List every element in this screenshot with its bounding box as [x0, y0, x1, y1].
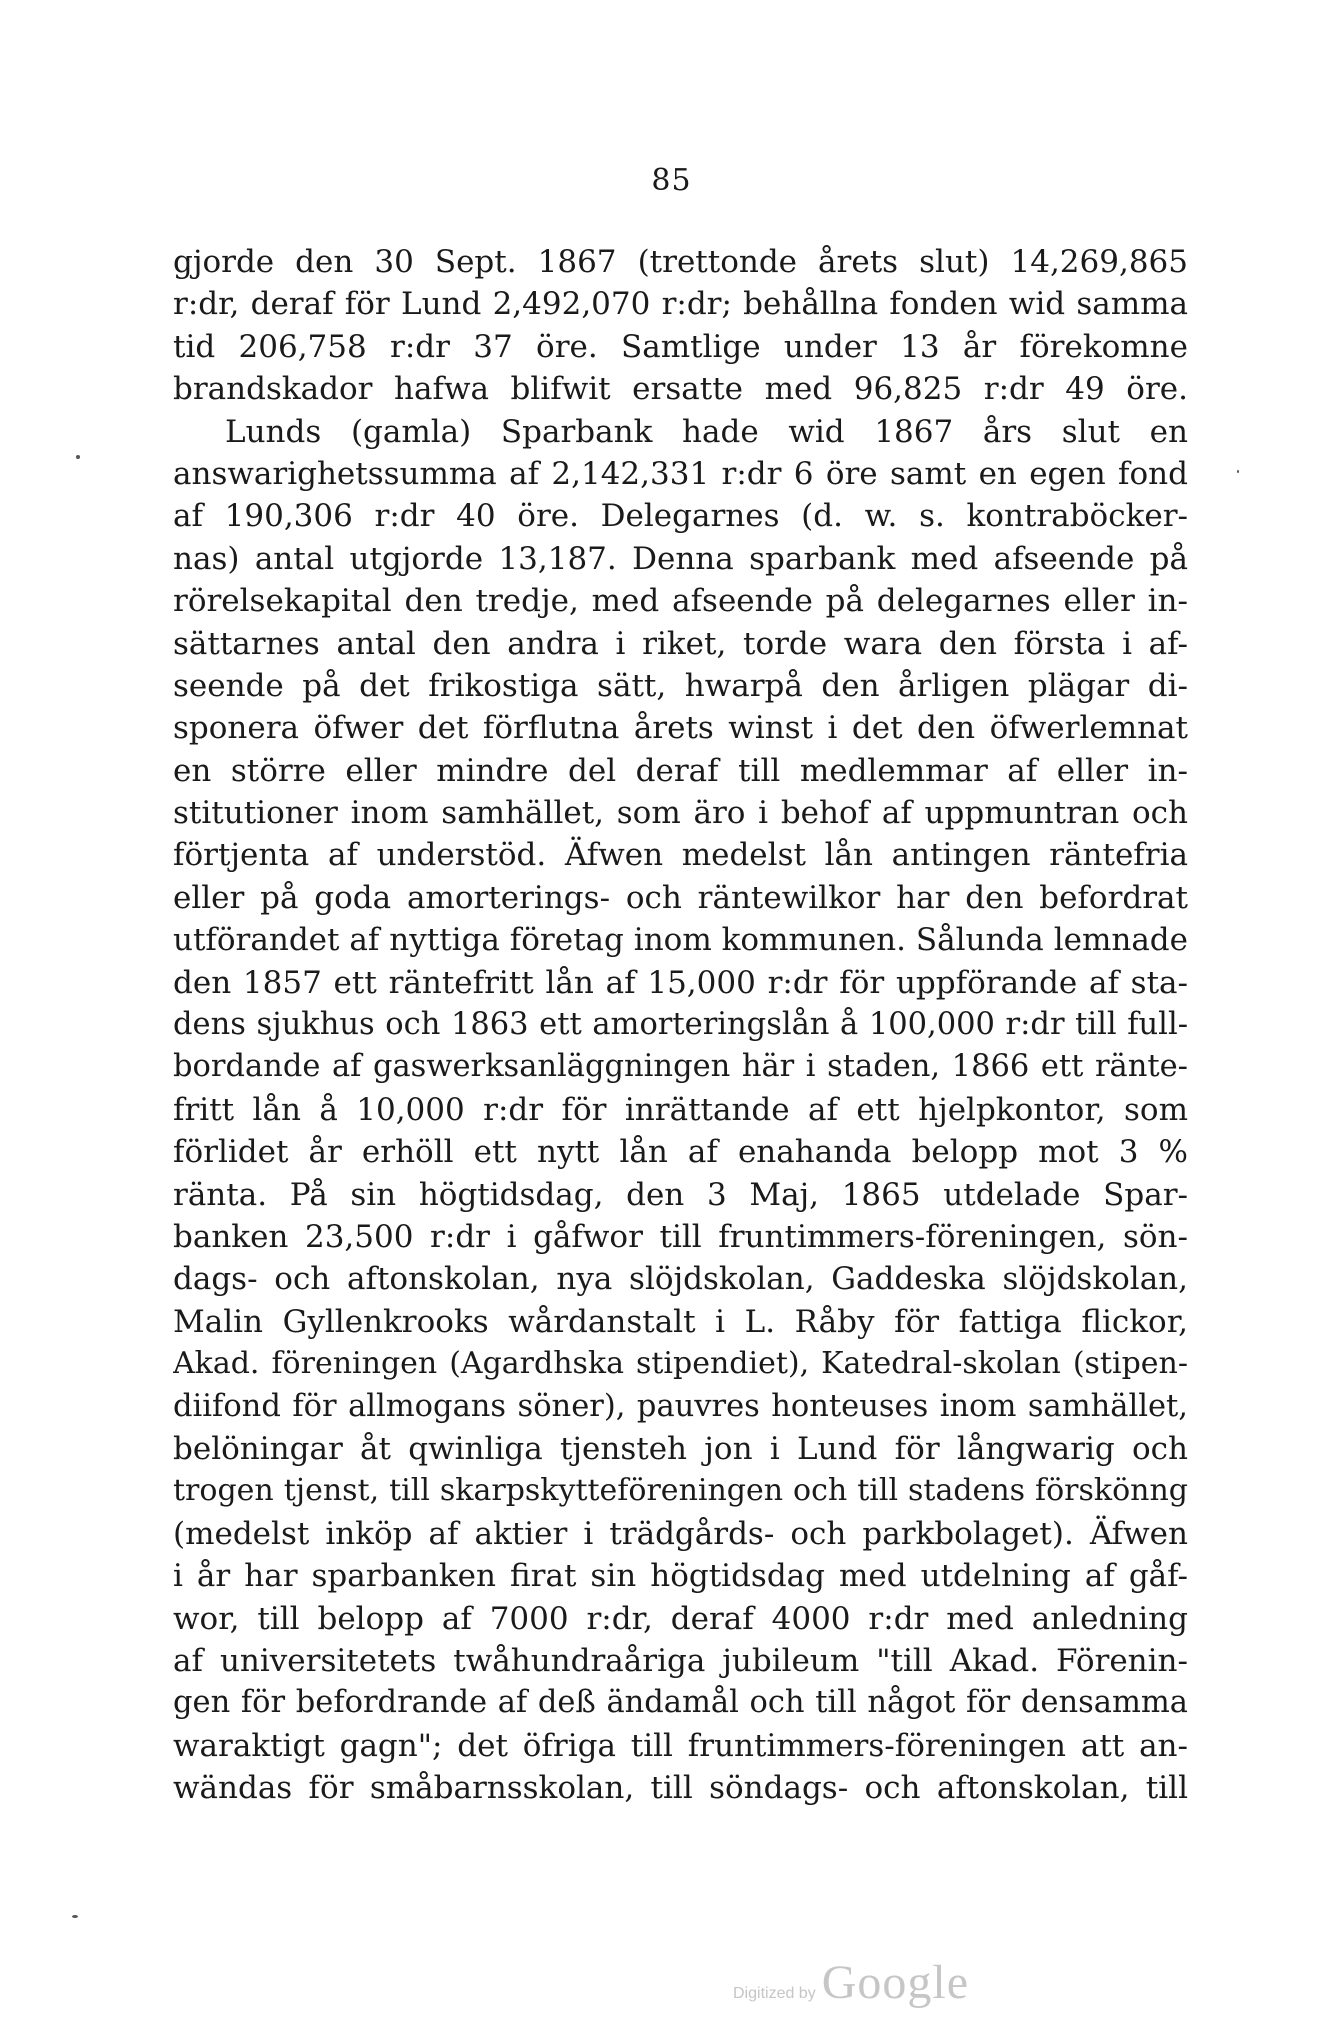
- page-number: 85: [651, 163, 692, 198]
- text-line: fritt lån å 10,000 r:dr för inrättande af ett hjelpkontor, som: [173, 1091, 1188, 1128]
- text-line: seende på det frikostiga sätt, hwarpå den årligen plägar di-: [173, 667, 1188, 704]
- text-line: r:dr, deraf för Lund 2,492,070 r:dr; behållna fonden wid samma: [173, 286, 1188, 323]
- text-line: gjorde den 30 Sept. 1867 (trettonde årets slut) 14,269,865: [173, 244, 1188, 280]
- text-line: af 190,306 r:dr 40 öre. Delegarnes (d. w. s. kontraböcker-: [173, 498, 1188, 535]
- text-line: belöningar åt qwinliga tjensteh jon i Lund för långwarig och: [173, 1430, 1188, 1467]
- text-line: gen för befordrande af deß ändamål och till något för densamma: [173, 1685, 1188, 1721]
- scan-speck: [1237, 470, 1239, 473]
- scan-speck: [76, 455, 80, 459]
- text-line: tid 206,758 r:dr 37 öre. Samtlige under 13 år förekomne: [173, 328, 1188, 365]
- text-line: dags- och aftonskolan, nya slöjdskolan, Gaddeska slöjdskolan,: [173, 1261, 1188, 1298]
- text-line: waraktigt gagn"; det öfriga till fruntimmers-föreningen att an-: [173, 1727, 1188, 1764]
- text-line: banken 23,500 r:dr i gåfwor till fruntimmers-föreningen, sön-: [173, 1218, 1188, 1255]
- google-logo: Google: [821, 1956, 970, 2009]
- text-line: den 1857 ett räntefritt lån af 15,000 r:dr för uppförande af sta-: [173, 964, 1188, 1001]
- text-line: bordande af gaswerksanläggningen här i staden, 1866 ett ränte-: [173, 1049, 1188, 1085]
- text-line: af universitetets twåhundraåriga jubileum "till Akad. Förenin-: [173, 1642, 1188, 1679]
- scan-speck: [72, 1915, 78, 1918]
- text-line: sponera öfwer det förflutna årets winst i det den öfwerlemnat: [173, 710, 1188, 747]
- text-line: stitutioner inom samhället, som äro i behof af uppmuntran och: [173, 795, 1188, 832]
- text-line: wändas för småbarnsskolan, till söndags- och aftonskolan, till: [173, 1770, 1188, 1807]
- text-line: Malin Gyllenkrooks wårdanstalt i L. Råby för fattiga flickor,: [173, 1303, 1188, 1340]
- text-line: answarighetssumma af 2,142,331 r:dr 6 öre samt en egen fond: [173, 455, 1188, 492]
- text-line: nas) antal utgjorde 13,187. Denna sparbank med afseende på: [173, 540, 1188, 577]
- text-line: sättarnes antal den andra i riket, torde wara den första i af-: [173, 625, 1188, 662]
- text-line: diifond för allmogans söner), pauvres honteuses inom samhället,: [173, 1388, 1188, 1424]
- text-line: eller på goda amorterings- och räntewilkor har den befordrat: [173, 879, 1188, 916]
- text-line: en större eller mindre del deraf till medlemmar af eller in-: [173, 752, 1188, 789]
- text-line: Akad. föreningen (Agardhska stipendiet), Katedral-skolan (stipen-: [173, 1346, 1188, 1382]
- text-line: dens sjukhus och 1863 ett amorteringslån å 100,000 r:dr till full-: [173, 1007, 1188, 1043]
- text-line: brandskador hafwa blifwit ersatte med 96,825 r:dr 49 öre.: [173, 371, 1188, 408]
- text-line: ränta. På sin högtidsdag, den 3 Maj, 1865 utdelade Spar-: [173, 1176, 1188, 1213]
- digitized-by-google-watermark: [733, 1955, 1073, 2015]
- text-line: i år har sparbanken firat sin högtidsdag med utdelning af gåf-: [173, 1558, 1188, 1595]
- text-line: (medelst inköp af aktier i trädgårds- och parkbolaget). Äfwen: [173, 1515, 1188, 1552]
- watermark-prefix: Digitized by: [733, 1985, 816, 2002]
- body-text: [173, 241, 1188, 1809]
- text-line: wor, till belopp af 7000 r:dr, deraf 4000 r:dr med anledning: [173, 1600, 1188, 1637]
- text-line: utförandet af nyttiga företag inom kommunen. Sålunda lemnade: [173, 922, 1188, 959]
- text-line: förlidet år erhöll ett nytt lån af enahanda belopp mot 3 %: [173, 1134, 1188, 1171]
- text-line: rörelsekapital den tredje, med afseende på delegarnes eller in-: [173, 583, 1188, 620]
- text-line: förtjenta af understöd. Äfwen medelst lån antingen räntefria: [173, 837, 1188, 874]
- text-line: Lunds (gamla) Sparbank hade wid 1867 års slut en: [225, 413, 1188, 450]
- text-line: trogen tjenst, till skarpskytteföreningen och till stadens förskönng: [173, 1473, 1188, 1509]
